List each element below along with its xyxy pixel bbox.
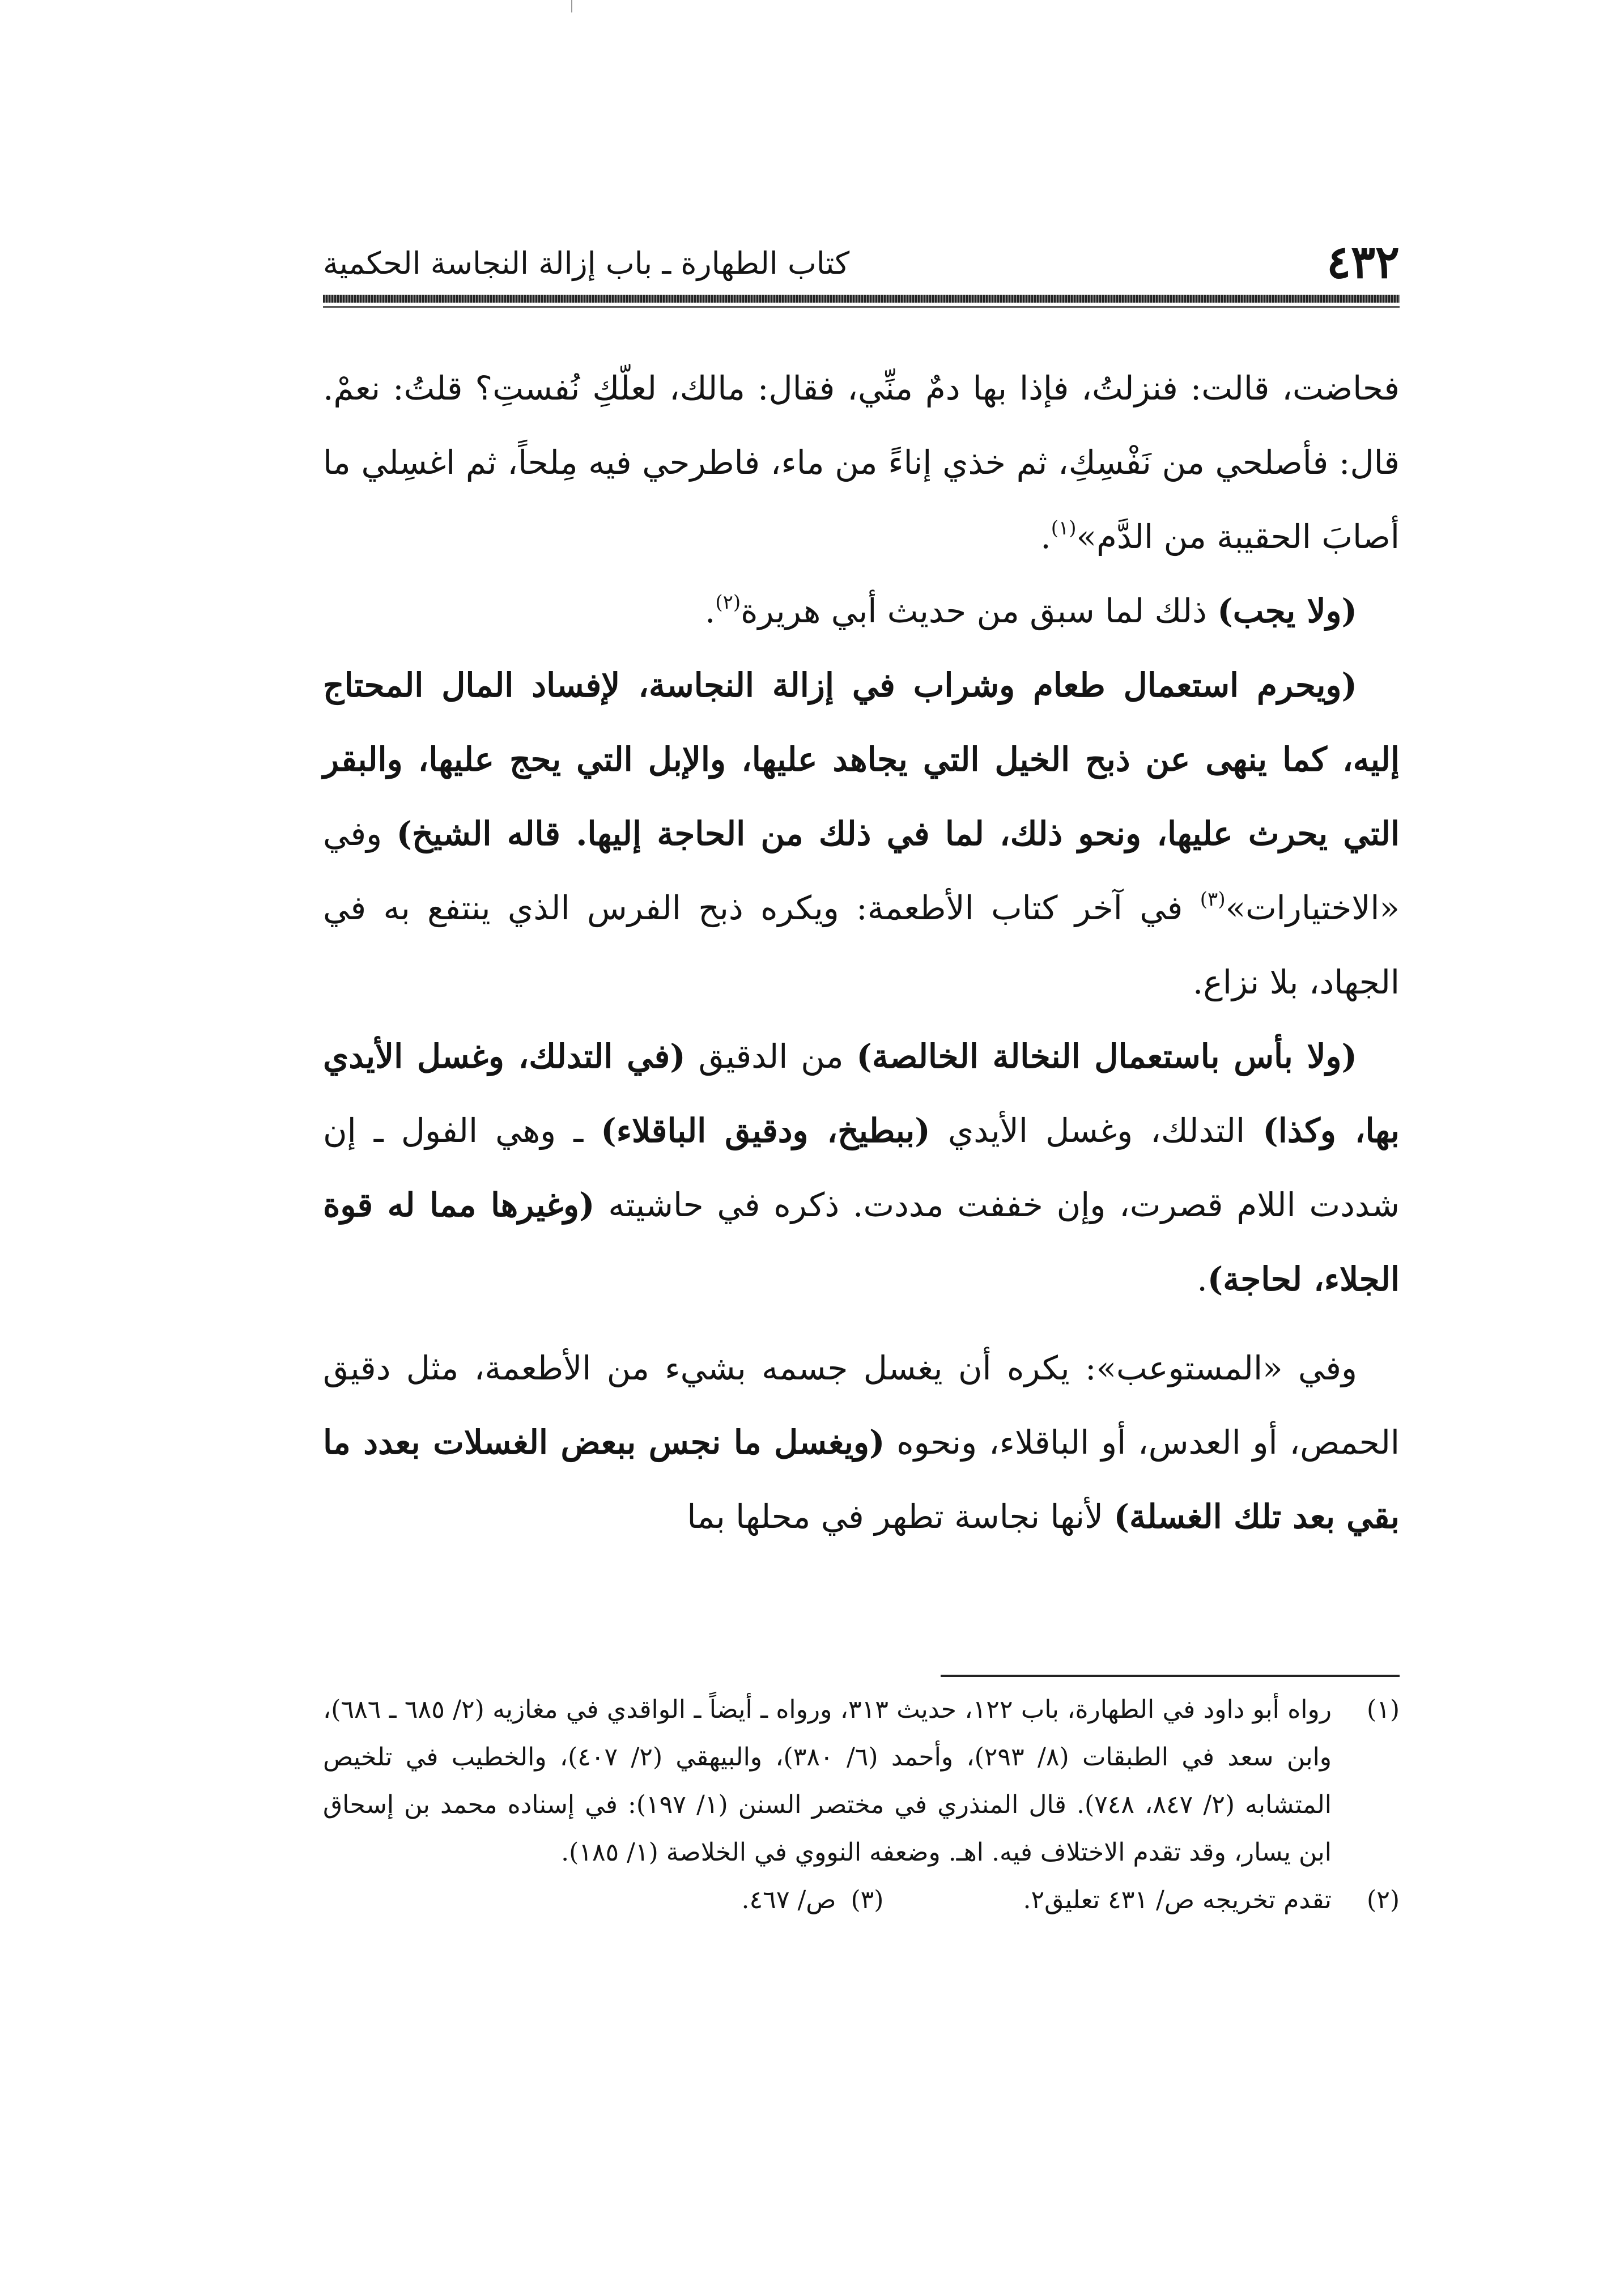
- paragraph-2-end: .: [704, 592, 716, 630]
- scan-mark: [571, 0, 572, 12]
- footnote-row-2-3: [323, 1876, 1400, 1924]
- footnote-3-number: (٣): [851, 1886, 884, 1914]
- footnote-2: [1023, 1876, 1400, 1924]
- paragraph-3-text: وفي «الاختيارات»: [323, 814, 1400, 927]
- header-rule-thin: [323, 306, 1400, 308]
- page-number: ٤٣٢: [1327, 235, 1400, 288]
- header-rule: [323, 295, 1400, 303]
- footnote-3: [742, 1876, 899, 1924]
- footnote-separator: [941, 1675, 1400, 1677]
- paragraph-3: [323, 648, 1400, 1020]
- paragraph-4-bold-4: (وغيرها مما له قوة الجلاء، لحاجة): [323, 1186, 1400, 1298]
- paragraph-2-text: ذلك لما سبق من حديث أبي هريرة: [741, 592, 1218, 630]
- footnote-ref-1: (١): [1051, 517, 1077, 540]
- paragraph-4-text-1: من الدقيق: [685, 1037, 857, 1076]
- paragraph-5-text-1: وفي «المستوعب»: يكره أن يغسل جسمه بشيء من الأطعمة، مثل دقيق الحمص، أو العدس، أو الباقلاء، ونحوه: [323, 1349, 1400, 1462]
- paragraph-5-text-2: لأنها نجاسة تطهر في محلها بما: [687, 1497, 1114, 1536]
- footnote-ref-3: (٣): [1200, 888, 1226, 911]
- paragraph-4-bold-2: (في التدلك، وغسل الأيدي بها، وكذا): [323, 1037, 1400, 1150]
- paragraph-5-bold: (ويغسل ما نجس ببعض الغسلات بعدد ما بقي بعد تلك الغسلة): [323, 1423, 1400, 1536]
- running-title: كتاب الطهارة ـ باب إزالة النجاسة الحكمية: [323, 245, 850, 281]
- paragraph-1-text: فحاضت، قالت: فنزلتُ، فإذا بها دمٌ منِّي، فقال: مالك، لعلّكِ نُفستِ؟ قلتُ: نعمْ. قال: فأصلحي من نَفْسِكِ، ثم خذي إناءً من ماء، فاطرحي فيه مِلحاً، ثم اغسِلي ما أصابَ الحقيبة من الدَّم»: [323, 369, 1400, 556]
- paragraph-4: [323, 1020, 1400, 1317]
- page-header: [323, 224, 1400, 292]
- paragraph-3-bold: (ويحرم استعمال طعام وشراب في إزالة النجاسة، لإفساد المال المحتاج إليه، كما ينهى عن ذبح الخيل التي يجاهد عليها، والإبل التي يحج عليها، والبقر التي يحرث عليها، ونحو ذلك، لما في ذلك من الحاجة إليها. قاله الشيخ): [323, 666, 1400, 853]
- footnote-3-text: ص/ ٤٦٧.: [741, 1886, 836, 1914]
- footnote-1: [323, 1686, 1400, 1876]
- footnotes: [323, 1686, 1400, 1924]
- footnote-1-number: (١): [1367, 1695, 1400, 1724]
- footnote-2-number: (٢): [1367, 1886, 1400, 1914]
- footnote-1-text: رواه أبو داود في الطهارة، باب ١٢٢، حديث ٣١٣، ورواه ـ أيضاً ـ الواقدي في مغازيه (٢/ ٦٨٥ ـ ٦٨٦)، وابن سعد في الطبقات (٨/ ٢٩٣)، وأحمد (٦/ ٣٨٠)، والبيهقي (٢/ ٤٠٧)، والخطيب في تلخيص المتشابه (٢/ ٨٤٧، ٧٤٨). قال المنذري في مختصر السنن (١/ ١٩٧): في إسناده محمد بن إسحاق ابن يسار، وقد تقدم الاختلاف فيه. اهـ. وضعفه النووي في الخلاصة (١/ ١٨٥).: [323, 1695, 1332, 1867]
- paragraph-1-end: .: [1040, 517, 1051, 556]
- footnote-ref-2: (٢): [715, 591, 741, 614]
- paragraph-1: [323, 351, 1400, 574]
- footnote-2-text: تقدم تخريجه ص/ ٤٣١ تعليق٢.: [1023, 1886, 1332, 1914]
- paragraph-3-end: في آخر كتاب الأطعمة: ويكره ذبح الفرس الذي ينتفع به في الجهاد، بلا نزاع.: [323, 889, 1400, 1001]
- paragraph-4-text-2: التدلك، وغسل الأيدي: [930, 1111, 1263, 1150]
- paragraph-2-bold: (ولا يجب): [1217, 592, 1357, 630]
- paragraph-4-bold-1: (ولا بأس باستعمال النخالة الخالصة): [856, 1037, 1357, 1076]
- paragraph-2: [323, 574, 1400, 648]
- paragraph-4-bold-3: (ببطيخ، ودقيق الباقلاء): [601, 1111, 930, 1150]
- main-text: [323, 351, 1400, 1554]
- paragraph-4-text-3: ـ وهي الفول ـ إن شددت اللام قصرت، وإن خففت مددت. ذكره في حاشيته: [323, 1111, 1400, 1224]
- paragraph-5: [323, 1331, 1400, 1554]
- paragraph-4-end: .: [1197, 1260, 1208, 1298]
